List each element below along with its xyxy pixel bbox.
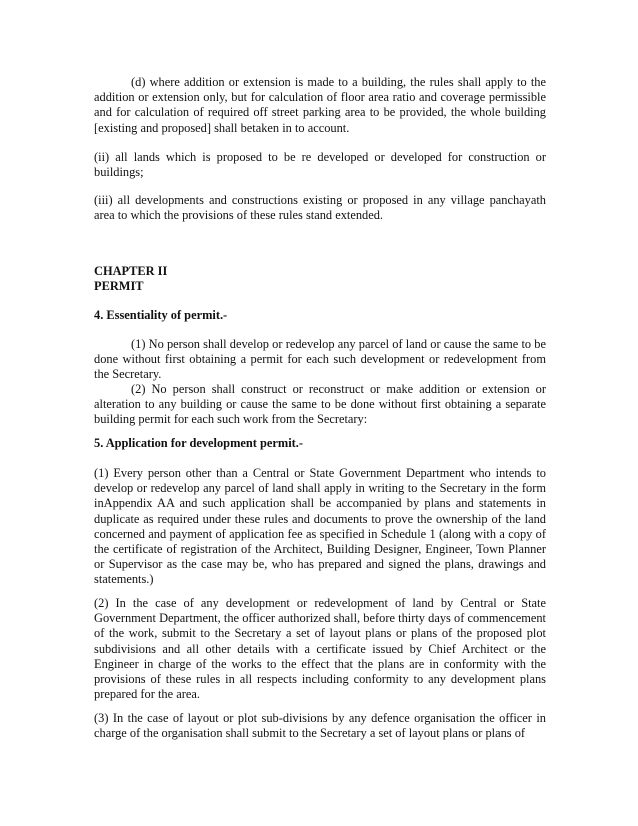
section-5-clause-1: (1) Every person other than a Central or State Government Department who intends to develop or redevelop any parcel of land shall apply in writing to the Secretary in the form inAppendix AA and such application shall be accompanied by plans and statements in duplicate as required under these rules and documents to prove the ownership of the land concerned and payment of application fee as specified in Schedule 1 (along with a copy of the certificate of registration of the Architect, Building Designer, Engineer, Town Planner or Supervisor as the case may be, who has prepared and signed the plans, drawings and statements.)	[94, 466, 546, 587]
section-5-clause-2: (2) In the case of any development or redevelopment of land by Central or State Government Department, the officer authorized shall, before thirty days of commencement of the work, submit to the Secretary a set of layout plans or plans of the proposed plot subdivisions and all other details with a certificate issued by Chief Architect or the Engineer in charge of the works to the effect that the plans are in conformity with the provisions of these rules in all respects including conformity to any development plans prepared for the area.	[94, 596, 546, 702]
section-4-clause-1: (1) No person shall develop or redevelop any parcel of land or cause the same to be done without first obtaining a permit for each such development or redevelopment from the Secretary.	[94, 337, 546, 382]
section-5-clause-3: (3) In the case of layout or plot sub-divisions by any defence organisation the officer in charge of the organisation shall submit to the Secretary a set of layout plans or plans of	[94, 711, 546, 741]
section-4-heading: 4. Essentiality of permit.-	[94, 308, 228, 322]
section-5-heading: 5. Application for development permit.-	[94, 436, 304, 450]
paragraph-d-addition-extension: (d) where addition or extension is made to a building, the rules shall apply to the addition or extension only, but for calculation of floor area ratio and coverage permissible and for calculation of required off street parking area to be provided, the whole building [existing and proposed] shall betaken in to account.	[94, 75, 546, 135]
paragraph-iii-developments: (iii) all developments and constructions existing or proposed in any village panchayath area to which the provisions of these rules stand extended.	[94, 193, 546, 223]
section-4-clause-2: (2) No person shall construct or reconstruct or make addition or extension or alteration to any building or cause the same to be done without first obtaining a separate building permit for each such work from the Secretary:	[94, 382, 546, 427]
paragraph-ii-lands: (ii) all lands which is proposed to be re developed or developed for construction or buildings;	[94, 150, 546, 180]
chapter-number: CHAPTER II	[94, 264, 168, 278]
chapter-title: PERMIT	[94, 279, 144, 293]
